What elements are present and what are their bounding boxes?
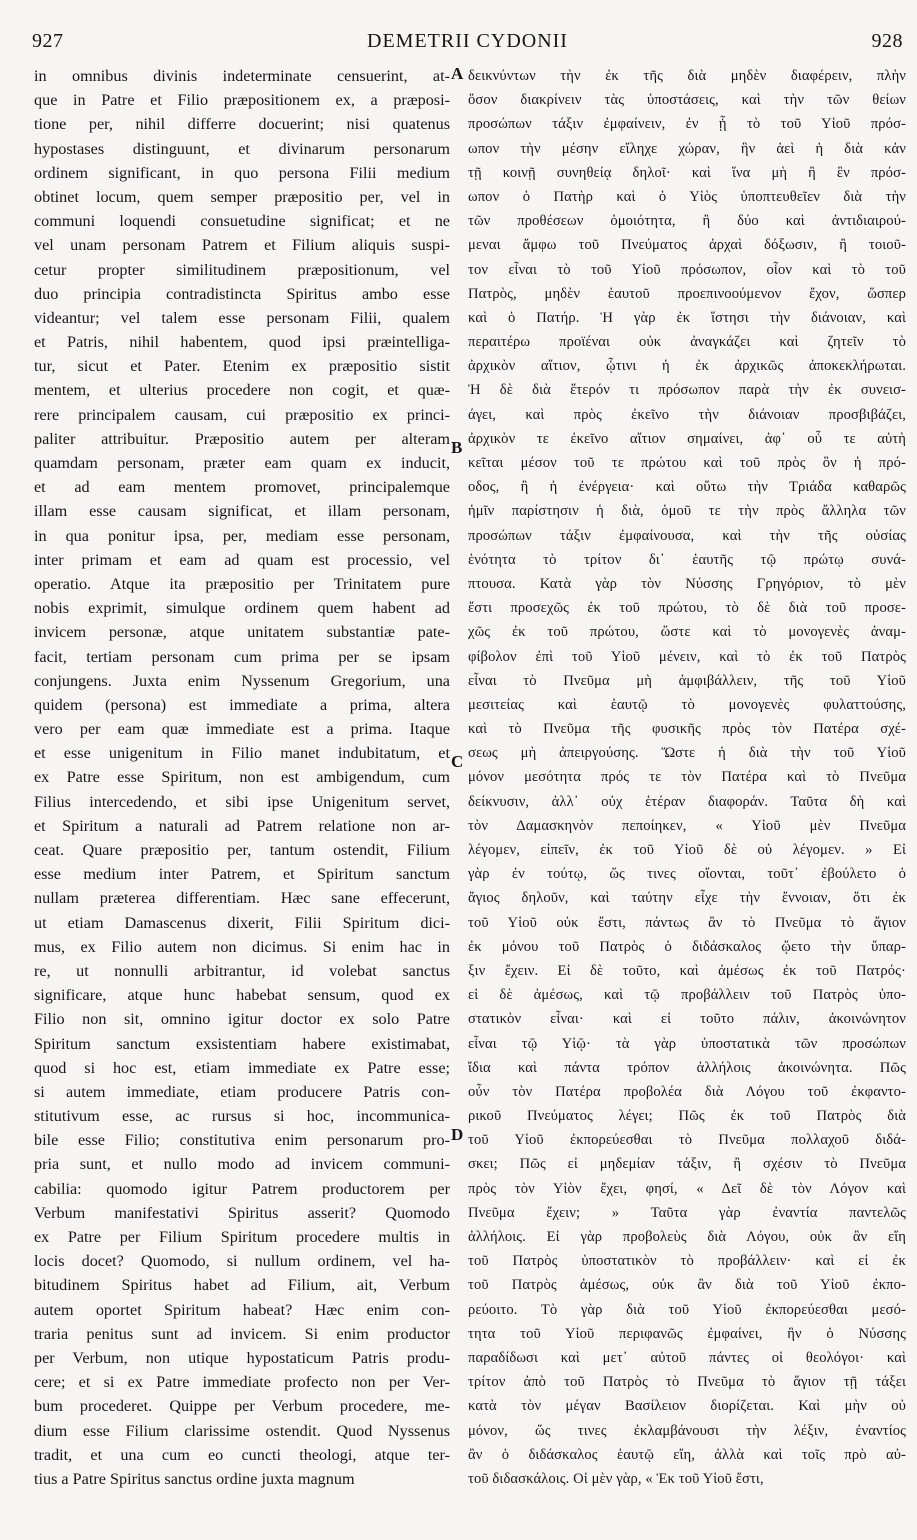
greek-text-line: πτουσα. Κατὰ γὰρ τὸν Νύσσης Γρηγόριον, τὸ μὲν xyxy=(468,575,906,592)
latin-text-line: et Spiritum a naturali ad Patrem relatione non ar- xyxy=(34,816,450,835)
section-marker-a: A xyxy=(451,64,464,83)
greek-text-line: σεως μὴ ἀπειργούσης. Ὥστε ἡ διὰ τὴν τοῦ Υἱοῦ xyxy=(468,745,906,762)
greek-text-line: στατικὸν εἶναι· καὶ εἰ τοῦτο πάλιν, ἀκοινώνητον xyxy=(468,1011,906,1028)
latin-text-line: rere principalem causam, cui præpositio ex princi- xyxy=(34,405,450,424)
latin-text-line: mentem, et ulterius procedere non cogit, et quæ- xyxy=(34,381,450,400)
latin-text-line: invicem personæ, atque unitatem substantiæ pate- xyxy=(34,623,450,642)
greek-text-line: μεναι ἄμφω τοῦ Πνεύματος ἀρχαὶ δόξωσιν, ἢ τοιοῦ- xyxy=(468,237,906,254)
greek-text-line: δείκνυσιν, ἀλλ᾽ οὐχ ἑτέραν διαφοράν. Ταῦτα δὴ καὶ xyxy=(468,793,906,810)
latin-text-line: ceat. Quare præpositio per, tantum ostendit, Filium xyxy=(34,841,450,859)
latin-text-line: Spiritum sanctum exsistentiam habere existimabat, xyxy=(34,1034,450,1053)
latin-text-line: ex Patre per Filium Spiritum procedere multis in xyxy=(34,1228,450,1246)
greek-text-line: τητα τοῦ Υἱοῦ περιφανῶς ἐμφαίνει, ἣν ὁ Νύσσης xyxy=(468,1325,906,1342)
latin-text-line: tur, sicut et Pater. Etenim ex præpositio sistit xyxy=(34,357,450,376)
page-header xyxy=(32,30,903,60)
greek-text-line: πρὸς τὸν Υἱὸν ἔχει, φησί, « Δεῖ δὲ τὸν Λόγον καὶ xyxy=(468,1180,906,1197)
latin-text-line: paliter attribuitur. Præpositio autem per alteram xyxy=(34,429,450,448)
greek-text-line: οδος, ἢ ἡ ἐνέργεια· καὶ οὕτω τὴν Τριάδα καθαρῶς xyxy=(468,479,906,496)
latin-text-line: inter primam et eam ad quam est processio, vel xyxy=(34,550,450,569)
latin-text-line: duo principia contradistincta Spiritus ambo esse xyxy=(34,284,450,303)
latin-text-line: traria penitus sunt ad invicem. Si enim productor xyxy=(34,1324,450,1343)
section-marker-b: B xyxy=(451,438,463,457)
latin-text-line: in qua ponitur ipsa, per, mediam esse personam, xyxy=(34,526,450,545)
greek-text-line: ρεύοιτο. Τὸ γὰρ διὰ τοῦ Υἱοῦ ἐκπορεύεσθαι μεσό- xyxy=(468,1301,906,1318)
greek-text-line: τοῦ Πατρὸς ὑποστατικὸν τὸ προβάλλειν· καὶ εἰ ἐκ xyxy=(468,1253,906,1270)
greek-text-line: ἅγιος δηλοῦν, καὶ ταύτην εἶχε τὴν ἔννοιαν, ὅτι ἐκ xyxy=(468,890,906,907)
latin-text-line: quamdam personam, præter eam quam ex inducit, xyxy=(34,454,450,472)
latin-text-line: obtinet locum, quem semper præpositio per, vel in xyxy=(34,187,450,206)
latin-text-line: re, ut nonnulli arbitrantur, id volebat sanctus xyxy=(34,961,450,980)
latin-column xyxy=(34,64,450,1491)
greek-text-line: τὸν Δαμασκηνὸν πεποίηκεν, « Υἱοῦ μὲν Πνεῦμα xyxy=(468,817,906,834)
latin-text-line: et Patris, nihil habentem, quod ipsi præintelliga- xyxy=(34,333,450,352)
latin-text-line: stitutivum esse, ac rursus si hoc, incommunica- xyxy=(34,1107,450,1126)
greek-text-line: ἔστι προσεχῶς ἐκ τοῦ πρώτου, τὸ δὲ διὰ τοῦ προσε- xyxy=(468,600,906,617)
latin-text-line: operatio. Atque ita præpositio per Trinitatem pure xyxy=(34,574,450,593)
greek-text-line: τοῦ διδασκάλοις. Οἱ μὲν γὰρ, « Ἐκ τοῦ Υἱοῦ ἔστι, xyxy=(468,1470,764,1487)
greek-text-line: χῶς ἐκ τοῦ πρώτου, ὥστε καὶ τὸ μονογενὲς ἀναμ- xyxy=(468,624,906,641)
greek-text-line: ἑνότητα τὸ τρίτον δι᾽ ἑαυτῆς τῷ πρώτῳ συνά- xyxy=(468,551,906,568)
greek-text-line: ἡμῖν παρίστησιν ἡ διὰ, ὁμοῦ τε τὴν πρὸς ἄλληλα τῶν xyxy=(468,503,906,520)
latin-text-line: autem oportet Spiritum habeat? Hæc enim con- xyxy=(34,1300,450,1319)
greek-text-line: Ἡ δὲ διὰ ἕτερόν τι πρόσωπον παρὰ τὴν ἐκ συνεισ- xyxy=(468,382,906,399)
latin-text-line: videantur; vel talem esse personam Filii, qualem xyxy=(34,308,450,327)
latin-text-line: vero per eam quæ immediate est a prima. Itaque xyxy=(34,720,450,739)
latin-text-line: pria sunt, et nullo modo ad invicem communi- xyxy=(34,1155,450,1174)
greek-text-line: ἀλλήλοις. Εἰ γὰρ προβολεὺς διὰ Λόγου, οὐκ ἂν εἴη xyxy=(468,1229,906,1245)
latin-text-line: communi loquendi consuetudine significat; et ne xyxy=(34,212,450,231)
greek-text-line: ἀρχικὸν τε ἐκεῖνο αἴτιον σημαίνει, ἀφ᾽ οὗ τε αὐτὴ xyxy=(468,430,906,447)
greek-text-line: εἰ δὲ ἀμέσως, καὶ τῷ προβάλλειν τοῦ Πατρὸς ὑπο- xyxy=(468,987,906,1004)
latin-text-line: dium esse Filium clarissime ostendit. Quod Nyssenus xyxy=(34,1421,450,1440)
latin-text-line: et esse unigenitum in Filio manet indubitatum, et xyxy=(34,744,450,763)
greek-text-line: ἴδια καὶ πάντα τρόπον ἀλλήλοις ἀκοινώνητα. Πῶς xyxy=(468,1059,906,1076)
greek-text-line: μεσιτείας καὶ ἑαυτῷ τὸ μονογενὲς φυλαττούσης, xyxy=(468,696,906,713)
latin-text-line: quod si hoc est, etiam immediate ex Patre esse; xyxy=(34,1058,450,1077)
greek-text-line: μόνον, ὥς τινες ἐκλαμβάνουσι τὴν λέξιν, ἐναντίος xyxy=(468,1422,906,1439)
latin-text-line: tius a Patre Spiritus sanctus ordine juxta magnum xyxy=(34,1469,355,1488)
greek-text-line: εἶναι τῷ Υἱῷ· τὰ γὰρ ὑποστατικὰ τῶν προσώπων xyxy=(468,1035,906,1052)
greek-text-line: λέγομεν, εἰπεῖν, ἐκ τοῦ Υἱοῦ δὲ οὐ λέγομεν. » Εἰ xyxy=(468,842,906,858)
greek-text-line: κεῖται μέσον τοῦ τε πρώτου καὶ τοῦ πρὸς ὃν ἡ πρό- xyxy=(468,455,906,471)
latin-text-line: tradit, et una cum eo cuncti theologi, atque ter- xyxy=(34,1445,450,1464)
latin-text-line: bile esse Filio; constitutiva enim personarum pro- xyxy=(34,1131,450,1150)
greek-text-line: παραδίδωσι καὶ μετ᾽ αὐτοῦ πάντες οἱ θεολόγοι· καὶ xyxy=(468,1349,906,1366)
latin-text-line: cabilia: quomodo igitur Patrem productorem per xyxy=(34,1179,450,1198)
latin-text-line: Filius intercedendo, et sibi ipse Unigenitum servet, xyxy=(34,792,450,811)
greek-text-line: ωπον ὁ Πατὴρ καὶ ὁ Υἱὸς ὑποπτευθεῖεν διὰ τὴν xyxy=(468,188,906,205)
greek-text-line: προσώπων τάξιν ἐμφαίνουσα, καὶ τὴν τῆς οὐσίας xyxy=(468,527,906,544)
latin-text-line: vel unam personam Patrem et Filium aliquis suspi- xyxy=(34,236,450,255)
greek-text-line: τρίτον ἀπὸ τοῦ Πατρὸς τὸ Πνεῦμα τὸ ἅγιον τῇ τάξει xyxy=(468,1374,906,1391)
section-marker-c: C xyxy=(451,752,464,771)
greek-text-line: τῇ κοινῇ συνηθείᾳ δηλοῖ· καὶ ἵνα μὴ ἢ ἓν πρόσ- xyxy=(468,164,906,181)
greek-text-line: τῶν προθέσεων ὁμοιότητα, ἢ δύο καὶ ἀντιδιαιρού- xyxy=(468,213,906,230)
section-marker-d: D xyxy=(451,1125,464,1144)
latin-text-line: cere; et si ex Patre immediate profecto non per Ver- xyxy=(34,1373,450,1392)
latin-text-line: bitudinem Spiritus habet ad Filium, ait, Verbum xyxy=(34,1276,450,1295)
latin-text-line: bum procederet. Quippe per Verbum procedere, me- xyxy=(34,1397,450,1416)
latin-text-line: illam esse causam significat, et illam personam, xyxy=(34,502,450,521)
latin-text-line: tione per, nihil differre docuerint; nisi quatenus xyxy=(34,115,450,134)
latin-text-line: ordinem significant, in quo persona Filii medium xyxy=(34,163,450,182)
greek-text-line: άγει, καὶ πρὸς ἐκεῖνο τὴν διάνοιαν προσβιβάζει, xyxy=(468,406,906,423)
latin-text-line: significare, atque hunc habebat sensum, quod ex xyxy=(34,986,450,1005)
latin-text-line: per Verbum, non utique hypostaticum Patris produ- xyxy=(34,1348,450,1367)
latin-text-line: ex Patre esse Spiritum, non est ambigendum, cum xyxy=(34,768,450,787)
latin-text-line: conjungens. Juxta enim Nyssenum Gregorium, una xyxy=(34,671,450,690)
latin-text-line: mus, ex Filio autem non dicimus. Si enim hac in xyxy=(34,937,450,956)
latin-text-line: locis docet? Quomodo, si nullum ordinem, vel ha- xyxy=(34,1252,450,1271)
greek-text-line: καὶ ὁ Πατήρ. Ἡ γὰρ ἐκ ἵστησι τὴν διάνοιαν, καὶ xyxy=(468,309,906,326)
latin-text-line: Filio non sit, omnino igitur doctor ex solo Patre xyxy=(34,1010,450,1029)
greek-text-line: σκει; Πῶς εἰ μηδεμίαν τάξιν, ἢ σχέσιν τὸ Πνεῦμα xyxy=(468,1156,906,1173)
greek-text-line: τον εἶναι τὸ τοῦ Υἱοῦ πρόσωπον, οἷον καὶ τὸ τοῦ xyxy=(468,261,906,278)
greek-text-line: καὶ τὸ Πνεῦμα τῆς φυσικῆς πρὸς τὸν Πατέρα σχέ- xyxy=(468,721,906,738)
greek-text-line: μόνον μεσότητα πρός τε τὸν Πατέρα καὶ τὸ Πνεῦμα xyxy=(468,769,906,786)
greek-text-line: προσώπων τάξιν ἐμφαίνειν, ἐν ᾗ τὸ τοῦ Υἱοῦ πρόσ- xyxy=(468,116,906,133)
latin-text-line: nullam præterea differentiam. Hæc sane effecerunt, xyxy=(34,889,450,908)
latin-text-line: hypostases distinguunt, et divinarum personarum xyxy=(34,139,450,158)
greek-text-line: ἀρχικὸν αἴτιον, ᾧτινι ἡ ἐκ ἀρχικῶς ἀποκεκλήρωται. xyxy=(468,358,906,375)
greek-text-line: Πνεῦμα ἔχειν; » Ταῦτα γὰρ ἐναντία παντελῶς xyxy=(468,1204,906,1221)
latin-text-line: nobis exprimit, simulque ordinem quem habent ad xyxy=(34,599,450,618)
latin-text-line: in omnibus divinis indeterminate censuerint, at- xyxy=(34,67,450,85)
greek-text-line: ὅσον διακρίνειν τὰς ὑποστάσεις, καὶ τὴν τῶν θείων xyxy=(468,92,906,109)
greek-text-line: γὰρ ἐν τούτῳ, ὥς τινες οἴονται, τοῦτ᾽ ἐβούλετο ὁ xyxy=(468,866,906,883)
greek-text-line: Πατρὸς, μηδὲν ἑαυτοῦ προεπινοούμενον ἔχον, ὥσπερ xyxy=(468,285,906,302)
greek-column xyxy=(468,64,906,1491)
greek-text-line: φίβολον ἐπὶ τοῦ Υἱοῦ μένειν, καὶ τὸ ἐκ τοῦ Πατρὸς xyxy=(468,648,906,665)
greek-text-line: περαιτέρω προϊέναι οὐκ ἀναγκάζει καὶ ζητεῖν τὸ xyxy=(468,334,906,351)
greek-text-line: ἐκ μόνου τοῦ Πατρὸς ὁ διδάσκαλος ᾤετο τὴν ὕπαρ- xyxy=(468,938,906,955)
latin-text-line: cetur propter similitudinem præpositionum, vel xyxy=(34,260,450,279)
latin-text-line: facit, tertiam personam cum prima per se ipsam xyxy=(34,647,450,666)
page-number-left: 927 xyxy=(32,30,64,52)
greek-text-line: εἶναι τὸ Πνεῦμα μὴ ἀμφιβάλλειν, τῆς τοῦ Υἱοῦ xyxy=(468,672,906,689)
latin-text-line: et ad eam mentem promovet, principalemque xyxy=(34,478,450,497)
greek-text-line: τοῦ Πατρὸς ἀμέσως, οὐκ ἂν διὰ τοῦ Υἱοῦ ἐκπο- xyxy=(468,1277,906,1294)
greek-text-line: ωπον τὴν μέσην εἴληχε χώραν, ἣν ἀεὶ ἡ διὰ κἀν xyxy=(468,140,906,157)
greek-text-line: δεικνύντων τὴν ἐκ τῆς διὰ μηδὲν διαφέρειν, πλὴν xyxy=(468,68,906,84)
greek-text-line: ἂν ὁ διδάσκαλος ἑαυτῷ εἴη, ἀλλὰ καὶ τοῖς πρὸ αὐ- xyxy=(468,1446,906,1463)
greek-text-line: οὖν τὸν Πατέρα προβολέα διὰ Λόγου τοῦ ἐκφαντο- xyxy=(468,1083,906,1100)
greek-text-line: τοῦ Υἱοῦ ἐκπορεύεσθαι τὸ Πνεῦμα πολλαχοῦ διδά- xyxy=(468,1132,906,1149)
latin-text-line: esse medium inter Patrem, et Spiritum sanctum xyxy=(34,865,450,884)
latin-text-line: Verbum manifestativi Spiritus asserit? Quomodo xyxy=(34,1203,450,1222)
greek-text-line: ξιν ἔχειν. Εἰ δὲ τοῦτο, καὶ ἀμέσως ἐκ τοῦ Πατρός· xyxy=(468,962,906,979)
latin-text-line: ut etiam Damascenus dixerit, Filii Spiritum dici- xyxy=(34,913,450,932)
greek-text-line: ρικοῦ Πνεύματος λέγει; Πῶς ἐκ τοῦ Πατρὸς διὰ xyxy=(468,1108,906,1125)
greek-text-line: κατὰ τὸν μέγαν Βασίλειον διορίζεται. Καὶ μὴν οὐ xyxy=(468,1398,906,1415)
latin-text-line: si autem immediate, etiam producere Patris con- xyxy=(34,1082,450,1101)
latin-text-line: quidem (persona) est immediate a prima, altera xyxy=(34,695,450,714)
greek-text-line: τοῦ Υἱοῦ οὐκ ἔστι, πάντως ἂν τὸ Πνεῦμα τὸ ἅγιον xyxy=(468,914,906,931)
latin-text-line: que in Patre et Filio præpositionem ex, a præposi- xyxy=(34,91,450,110)
running-title: DEMETRII CYDONII xyxy=(367,30,568,52)
page-number-right: 928 xyxy=(871,30,903,52)
